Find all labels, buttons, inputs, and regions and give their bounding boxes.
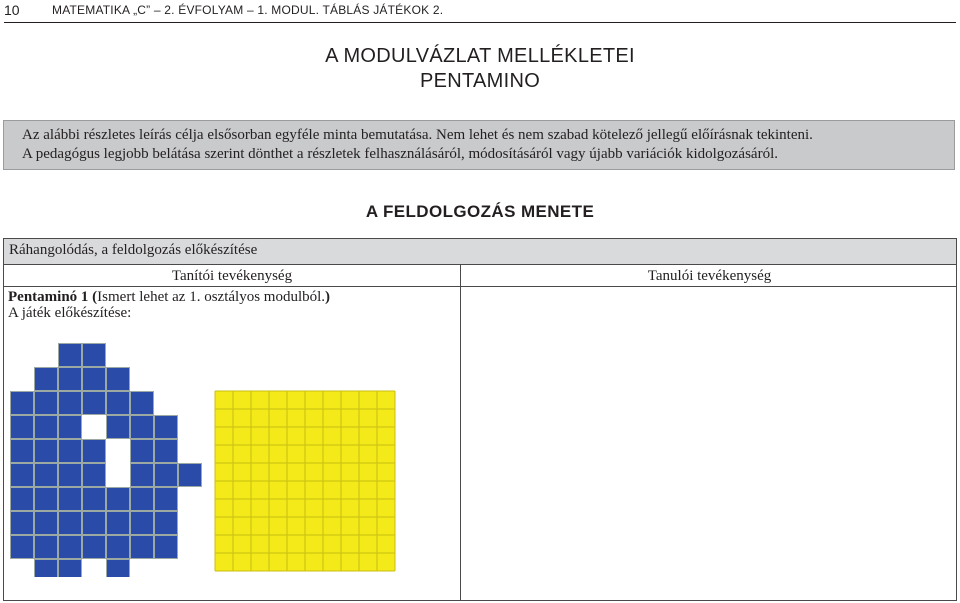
- pentomino-board: [215, 391, 395, 571]
- pentomino-cell: [154, 511, 178, 535]
- page-header: [0, 0, 960, 22]
- pentomino-cell: [82, 511, 106, 535]
- pentomino-cell: [106, 487, 130, 511]
- pentomino-cell: [34, 439, 58, 463]
- pentomino-cell: [82, 439, 106, 463]
- pentomino-cell: [106, 511, 130, 535]
- notice-line-2: A pedagógus legjobb belátása szerint dönthet a részletek felhasználásáról, módosításáról vagy újabb variációk kidolgozásáról.: [22, 146, 778, 162]
- pentomino-cell: [58, 391, 82, 415]
- pentomino-piece: [154, 415, 202, 511]
- header-rule: [4, 22, 956, 23]
- pentomino-cell: [58, 367, 82, 391]
- running-title: MATEMATIKA „C” – 2. ÉVFOLYAM – 1. MODUL. TÁBLÁS JÁTÉKOK 2.: [52, 3, 444, 17]
- section-heading: A FELDOLGOZÁS MENETE: [365, 202, 595, 221]
- activity-subtitle: A játék előkészítése:: [8, 305, 132, 321]
- pentomino-cell: [10, 391, 34, 415]
- pentomino-cell: [58, 487, 82, 511]
- pentomino-cell: [106, 367, 130, 391]
- pentomino-cell: [130, 463, 154, 487]
- document-title: [0, 44, 960, 94]
- pentomino-figure: [8, 341, 408, 577]
- pentomino-cell: [106, 535, 130, 559]
- pentomino-cell: [58, 343, 82, 367]
- pentomino-piece: [34, 343, 106, 391]
- student-column-header: Tanulói tevékenység: [647, 268, 772, 284]
- pentomino-piece: [130, 415, 154, 535]
- pentomino-cell: [58, 511, 82, 535]
- pentomino-cell: [106, 559, 130, 577]
- pentomino-cell: [82, 367, 106, 391]
- title-line-2: PENTAMINO: [419, 70, 541, 92]
- pentomino-cell: [34, 535, 58, 559]
- pentomino-cell: [154, 487, 178, 511]
- pentomino-cell: [130, 415, 154, 439]
- pentomino-pieces: [10, 343, 202, 577]
- pentomino-cell: [82, 535, 106, 559]
- activity-table: [3, 265, 957, 601]
- activity-title-bold: Pentaminó 1 (: [8, 289, 98, 305]
- notice-line-1: Az alábbi részletes leírás célja elsősorban egyféle minta bemutatása. Nem lehet és nem szabad kötelező jellegű előírásnak tekinteni.: [22, 127, 813, 143]
- pentomino-cell: [82, 487, 106, 511]
- pentomino-cell: [82, 463, 106, 487]
- pentomino-cell: [130, 511, 154, 535]
- pentomino-cell: [10, 487, 34, 511]
- pentomino-cell: [58, 463, 82, 487]
- pentomino-cell: [154, 415, 178, 439]
- pentomino-cell: [58, 535, 82, 559]
- teacher-column-header: Tanítói tevékenység: [171, 268, 293, 284]
- pentomino-cell: [34, 559, 58, 577]
- pentomino-cell: [10, 511, 34, 535]
- pentomino-piece: [10, 391, 34, 511]
- phase-bar: Ráhangolódás, a feldolgozás előkészítése: [3, 238, 957, 265]
- activity-title-close: ): [325, 289, 331, 305]
- pentomino-cell: [10, 463, 34, 487]
- pentomino-cell: [178, 463, 202, 487]
- pentomino-cell: [130, 439, 154, 463]
- column-divider: [460, 265, 461, 600]
- title-line-1: A MODULVÁZLAT MELLÉKLETEI: [325, 45, 635, 67]
- pentomino-cell: [34, 391, 58, 415]
- pentomino-piece: [10, 511, 58, 577]
- pentomino-cell: [58, 439, 82, 463]
- pentomino-cell: [10, 439, 34, 463]
- pentomino-cell: [34, 463, 58, 487]
- notice-box: [3, 120, 955, 170]
- pentomino-cell: [58, 559, 82, 577]
- pentomino-cell: [82, 391, 106, 415]
- pentomino-cell: [34, 415, 58, 439]
- pentomino-cell: [106, 391, 130, 415]
- activity-title-note: Ismert lehet az 1. osztályos modulból.: [97, 289, 326, 305]
- pentomino-cell: [58, 415, 82, 439]
- activity-text: [8, 289, 330, 321]
- page-number: 10: [4, 2, 20, 18]
- pentomino-cell: [82, 343, 106, 367]
- pentomino-cell: [130, 535, 154, 559]
- pentomino-cell: [154, 439, 178, 463]
- pentomino-cell: [34, 487, 58, 511]
- pentomino-cell: [130, 487, 154, 511]
- activity-title: [8, 289, 330, 305]
- pentomino-cell: [154, 535, 178, 559]
- pentomino-cell: [10, 535, 34, 559]
- pentomino-cell: [106, 415, 130, 439]
- pentomino-cell: [34, 367, 58, 391]
- pentomino-cell: [10, 415, 34, 439]
- header-row-rule: [4, 286, 956, 287]
- pentomino-cell: [130, 391, 154, 415]
- pentomino-cell: [34, 511, 58, 535]
- pentomino-cell: [154, 463, 178, 487]
